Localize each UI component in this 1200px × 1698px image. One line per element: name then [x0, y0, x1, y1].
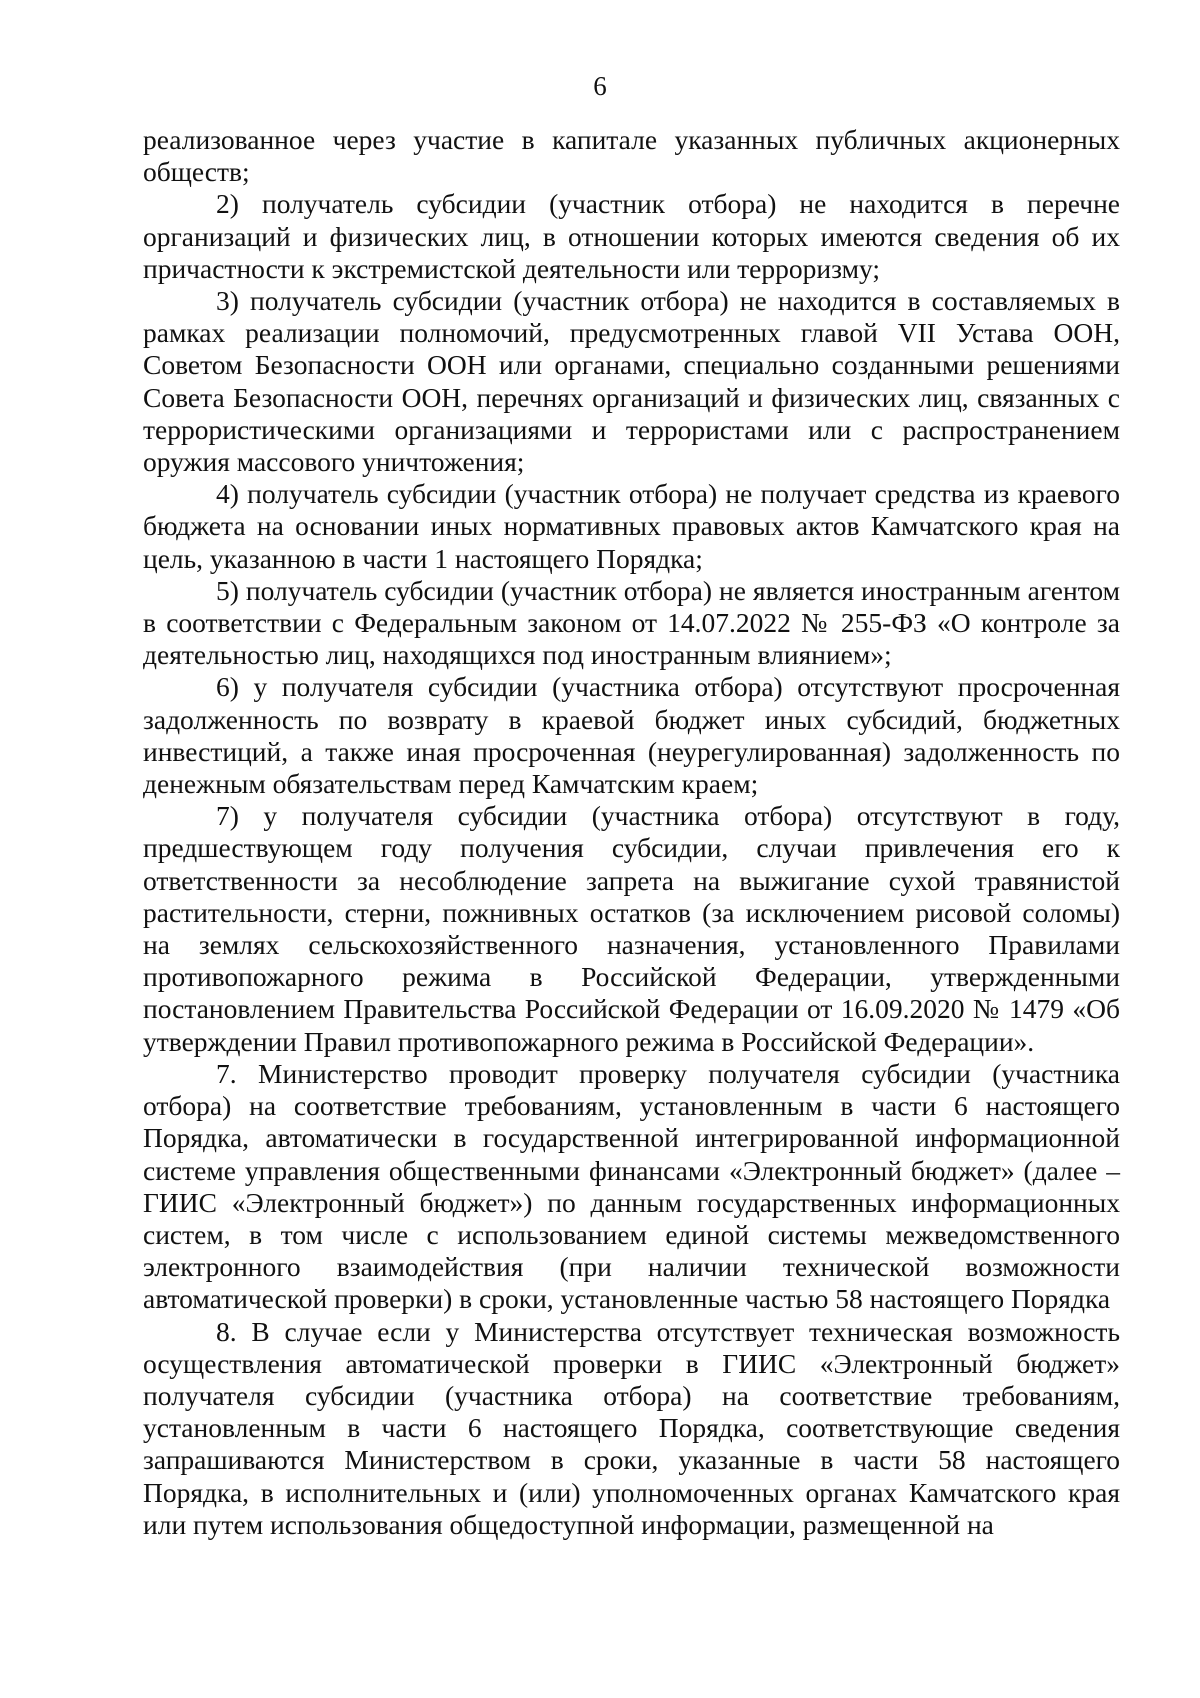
paragraph-item-7: 7) у получателя субсидии (участника отбора) отсутствуют в году, предшествующем году получения субсидии, случаи привлечения его к ответственности за несоблюдение запрета на выжигание сухой травянистой растительности, стерни, пожнивных остатков (за исключением рисовой соломы) на землях сельскохозяйственного назначения, установленного Правилами противопожарного режима в Российской Федерации, утвержденными постановлением Правительства Российской Федерации от 16.09.2020 № 1479 «Об утверждении Правил противопожарного режима в Российской Федерации».: [143, 800, 1120, 1057]
paragraph-item-5: 5) получатель субсидии (участник отбора) не является иностранным агентом в соответствии с Федеральным законом от 14.07.2022 № 255-ФЗ «О контроле за деятельностью лиц, находящихся под иностранным влиянием»;: [143, 574, 1120, 671]
page-number: 6: [593, 71, 607, 101]
paragraph-item-3: 3) получатель субсидии (участник отбора) не находится в составляемых в рамках реализации полномочий, предусмотренных главой VII Устава ООН, Советом Безопасности ООН или органами, специально созданными решениями Совета Безопасности ООН, перечнях организаций и физических лиц, связанных с террористическими организациями и террористами или с распространением оружия массового уничтожения;: [143, 285, 1120, 478]
paragraph-section-7: 7. Министерство проводит проверку получателя субсидии (участника отбора) на соответствие требованиям, установленным в части 6 настоящего Порядка, автоматически в государственной интегрированной информационной системе управления общественными финансами «Электронный бюджет» (далее – ГИИС «Электронный бюджет») по данным государственных информационных систем, в том числе с использованием единой системы межведомственного электронного взаимодействия (при наличии технической возможности автоматической проверки) в сроки, установленные частью 58 настоящего Порядка: [143, 1057, 1120, 1315]
paragraph-section-8: 8. В случае если у Министерства отсутствует техническая возможность осуществления автоматической проверки в ГИИС «Электронный бюджет» получателя субсидии (участника отбора) на соответствие требованиям, установленным в части 6 настоящего Порядка, соответствующие сведения запрашиваются Министерством в сроки, указанные в части 58 настоящего Порядка, в исполнительных и (или) уполномоченных органах Камчатского края или путем использования общедоступной информации, размещенной на: [143, 1315, 1120, 1540]
paragraph-continuation: реализованное через участие в капитале указанных публичных акционерных обществ;: [143, 124, 1120, 188]
document-body: [143, 124, 1120, 1541]
paragraph-item-4: 4) получатель субсидии (участник отбора) не получает средства из краевого бюджета на основании иных нормативных правовых актов Камчатского края на цель, указанною в части 1 настоящего Порядка;: [143, 478, 1120, 574]
paragraph-item-2: 2) получатель субсидии (участник отбора) не находится в перечне организаций и физических лиц, в отношении которых имеются сведения об их причастности к экстремистской деятельности или терроризму;: [143, 188, 1120, 284]
paragraph-item-6: 6) у получателя субсидии (участника отбора) отсутствуют просроченная задолженность по возврату в краевой бюджет иных субсидий, бюджетных инвестиций, а также иная просроченная (неурегулированная) задолженность по денежным обязательствам перед Камчатским краем;: [143, 671, 1120, 800]
